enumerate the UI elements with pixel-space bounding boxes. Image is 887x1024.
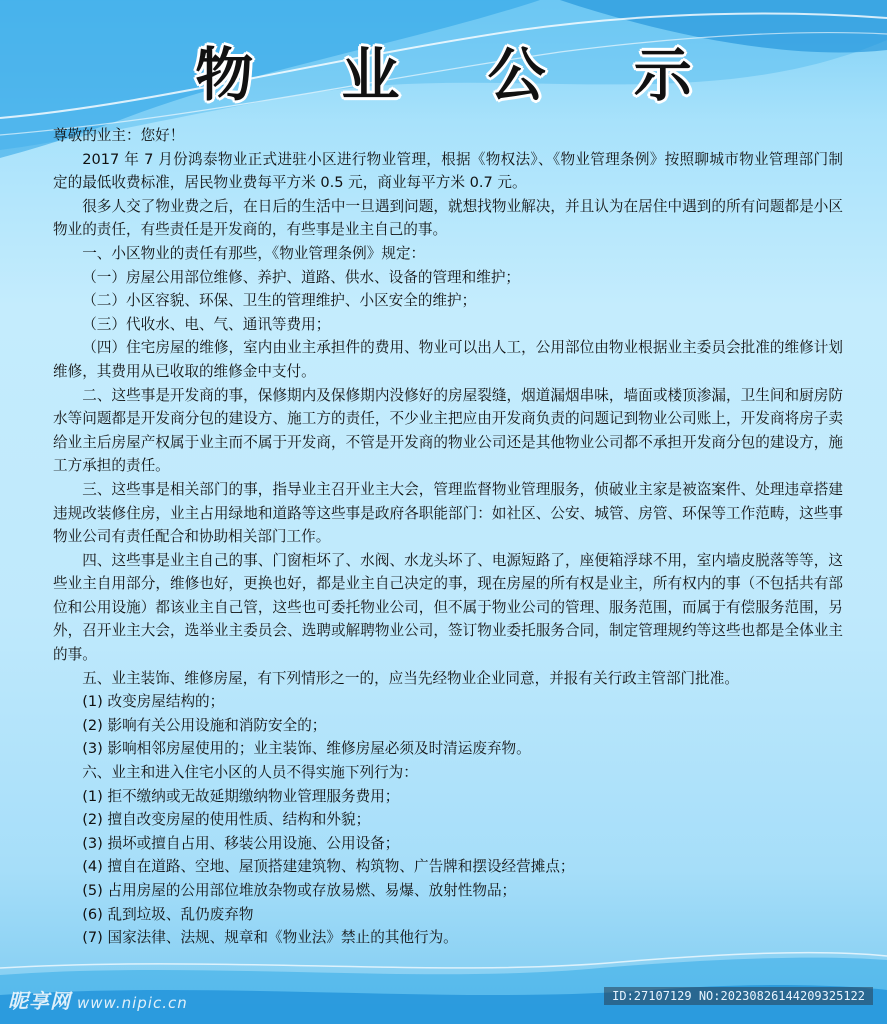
watermark-brand: [8, 985, 188, 1014]
notice-paragraph: (3) 损坏或擅自占用、移装公用设施、公用设备；: [82, 834, 400, 852]
notice-paragraph: 一、小区物业的责任有那些，《物业管理条例》规定：: [82, 244, 426, 262]
notice-paragraph: (6) 乱到垃圾、乱仍废弃物: [82, 905, 254, 923]
notice-paragraph: (7) 国家法律、法规、规章和《物业法》禁止的其他行为。: [82, 929, 458, 947]
notice-paragraph: （四）住宅房屋的维修，室内由业主承担件的费用、物业可以出人工，公用部位由物业根据业主委员会批准的维修计划维修，其费用从已收取的维修金中支付。: [53, 339, 843, 380]
notice-body: [53, 124, 843, 950]
notice-paragraph: (3) 影响相邻房屋使用的；业主装饰、维修房屋必须及时清运废弃物。: [82, 740, 531, 758]
notice-paragraph: 2017 年 7 月份鸿泰物业正式进驻小区进行物业管理，根据《物权法》、《物业管理条例》按照聊城市物业管理部门制定的最低收费标准，居民物业费每平方米 0.5 元，商业每平方米 0.7 元。: [53, 150, 843, 192]
notice-paragraph: (2) 影响有关公用设施和消防安全的；: [82, 716, 327, 734]
notice-paragraph: (2) 擅自改变房屋的使用性质、结构和外貌；: [82, 811, 371, 829]
notice-paragraph: （二）小区容貌、环保、卫生的管理维护、小区安全的维护；: [82, 292, 477, 310]
notice-paragraph: 很多人交了物业费之后，在日后的生活中一旦遇到问题，就想找物业解决，并且认为在居住中遇到的所有问题都是小区物业的责任，有些责任是开发商的，有些事是业主自己的事。: [53, 197, 843, 239]
notice-paragraph: （一）房屋公用部位维修、养护、道路、供水、设备的管理和维护；: [82, 268, 521, 286]
notice-paragraph: (5) 占用房屋的公用部位堆放杂物或存放易燃、易爆、放射性物品；: [82, 882, 517, 899]
notice-paragraph: (1) 拒不缴纳或无故延期缴纳物业管理服务费用；: [82, 787, 400, 805]
notice-paragraph: 六、业主和进入住宅小区的人员不得实施下列行为：: [82, 764, 418, 782]
page-title: 物 业 公 示: [195, 41, 726, 109]
notice-paragraph: 五、业主装饰、维修房屋，有下列情形之一的，应当先经物业企业同意，并报有关行政主管部门批准。: [82, 669, 739, 687]
watermark-brand-text: 昵享网: [8, 989, 71, 1013]
notice-paragraph: （三）代收水、电、气、通讯等费用；: [82, 315, 331, 333]
image-id-label: ID:27107129 NO:20230826144209325122: [604, 987, 873, 1005]
notice-paragraph: 四、这些事是业主自己的事、门窗柜坏了、水阀、水龙头坏了、电源短路了，座便箱浮球不用，室内墙皮脱落等等，这些业主自用部分，维修也好，更换也好，都是业主自己决定的事，现在房屋的所有权是业主，所有权内的事（不包括共有部位和公用设施）都该业主自己管，这些也可委托物业公司，但不属于物业公司的管理、服务范围，而属于有偿服务范围，另外，召开业主大会，选举业主委员会、选聘或解聘物业公司，签订物业委托服务合同，制定管理规约等这些也都是全体业主的事。: [53, 551, 843, 664]
notice-paragraph: 尊敬的业主：您好！: [53, 127, 185, 144]
notice-paragraph: 二、这些事是开发商的事，保修期内及保修期内没修好的房屋裂缝，烟道漏烟串味，墙面或楼顶渗漏，卫生间和厨房防水等问题都是开发商分包的建设方、施工方的责任，不少业主把应由开发商负责的问题记到物业公司账上，开发商将房子卖给业主后房屋产权属于业主而不属于开发商，不管是开发商的物业公司还是其他物业公司都不承担开发商分包的建设方，施工方承担的责任。: [53, 386, 843, 475]
notice-paragraph: (1) 改变房屋结构的；: [82, 693, 225, 711]
watermark-url: www.nipic.cn: [77, 994, 188, 1012]
notice-paragraph: (4) 擅自在道路、空地、屋顶搭建建筑物、构筑物、广告牌和摆设经营摊点；: [82, 858, 575, 876]
notice-paragraph: 三、这些事是相关部门的事，指导业主召开业主大会，管理监督物业管理服务，侦破业主家是被盗案件、处理违章搭建违规改装修住房，业主占用绿地和道路等这些事是政府各职能部门：如社区、公安、城管、房管、环保等工作范畴，这些事物业公司有责任配合和协助相关部门工作。: [53, 480, 843, 546]
